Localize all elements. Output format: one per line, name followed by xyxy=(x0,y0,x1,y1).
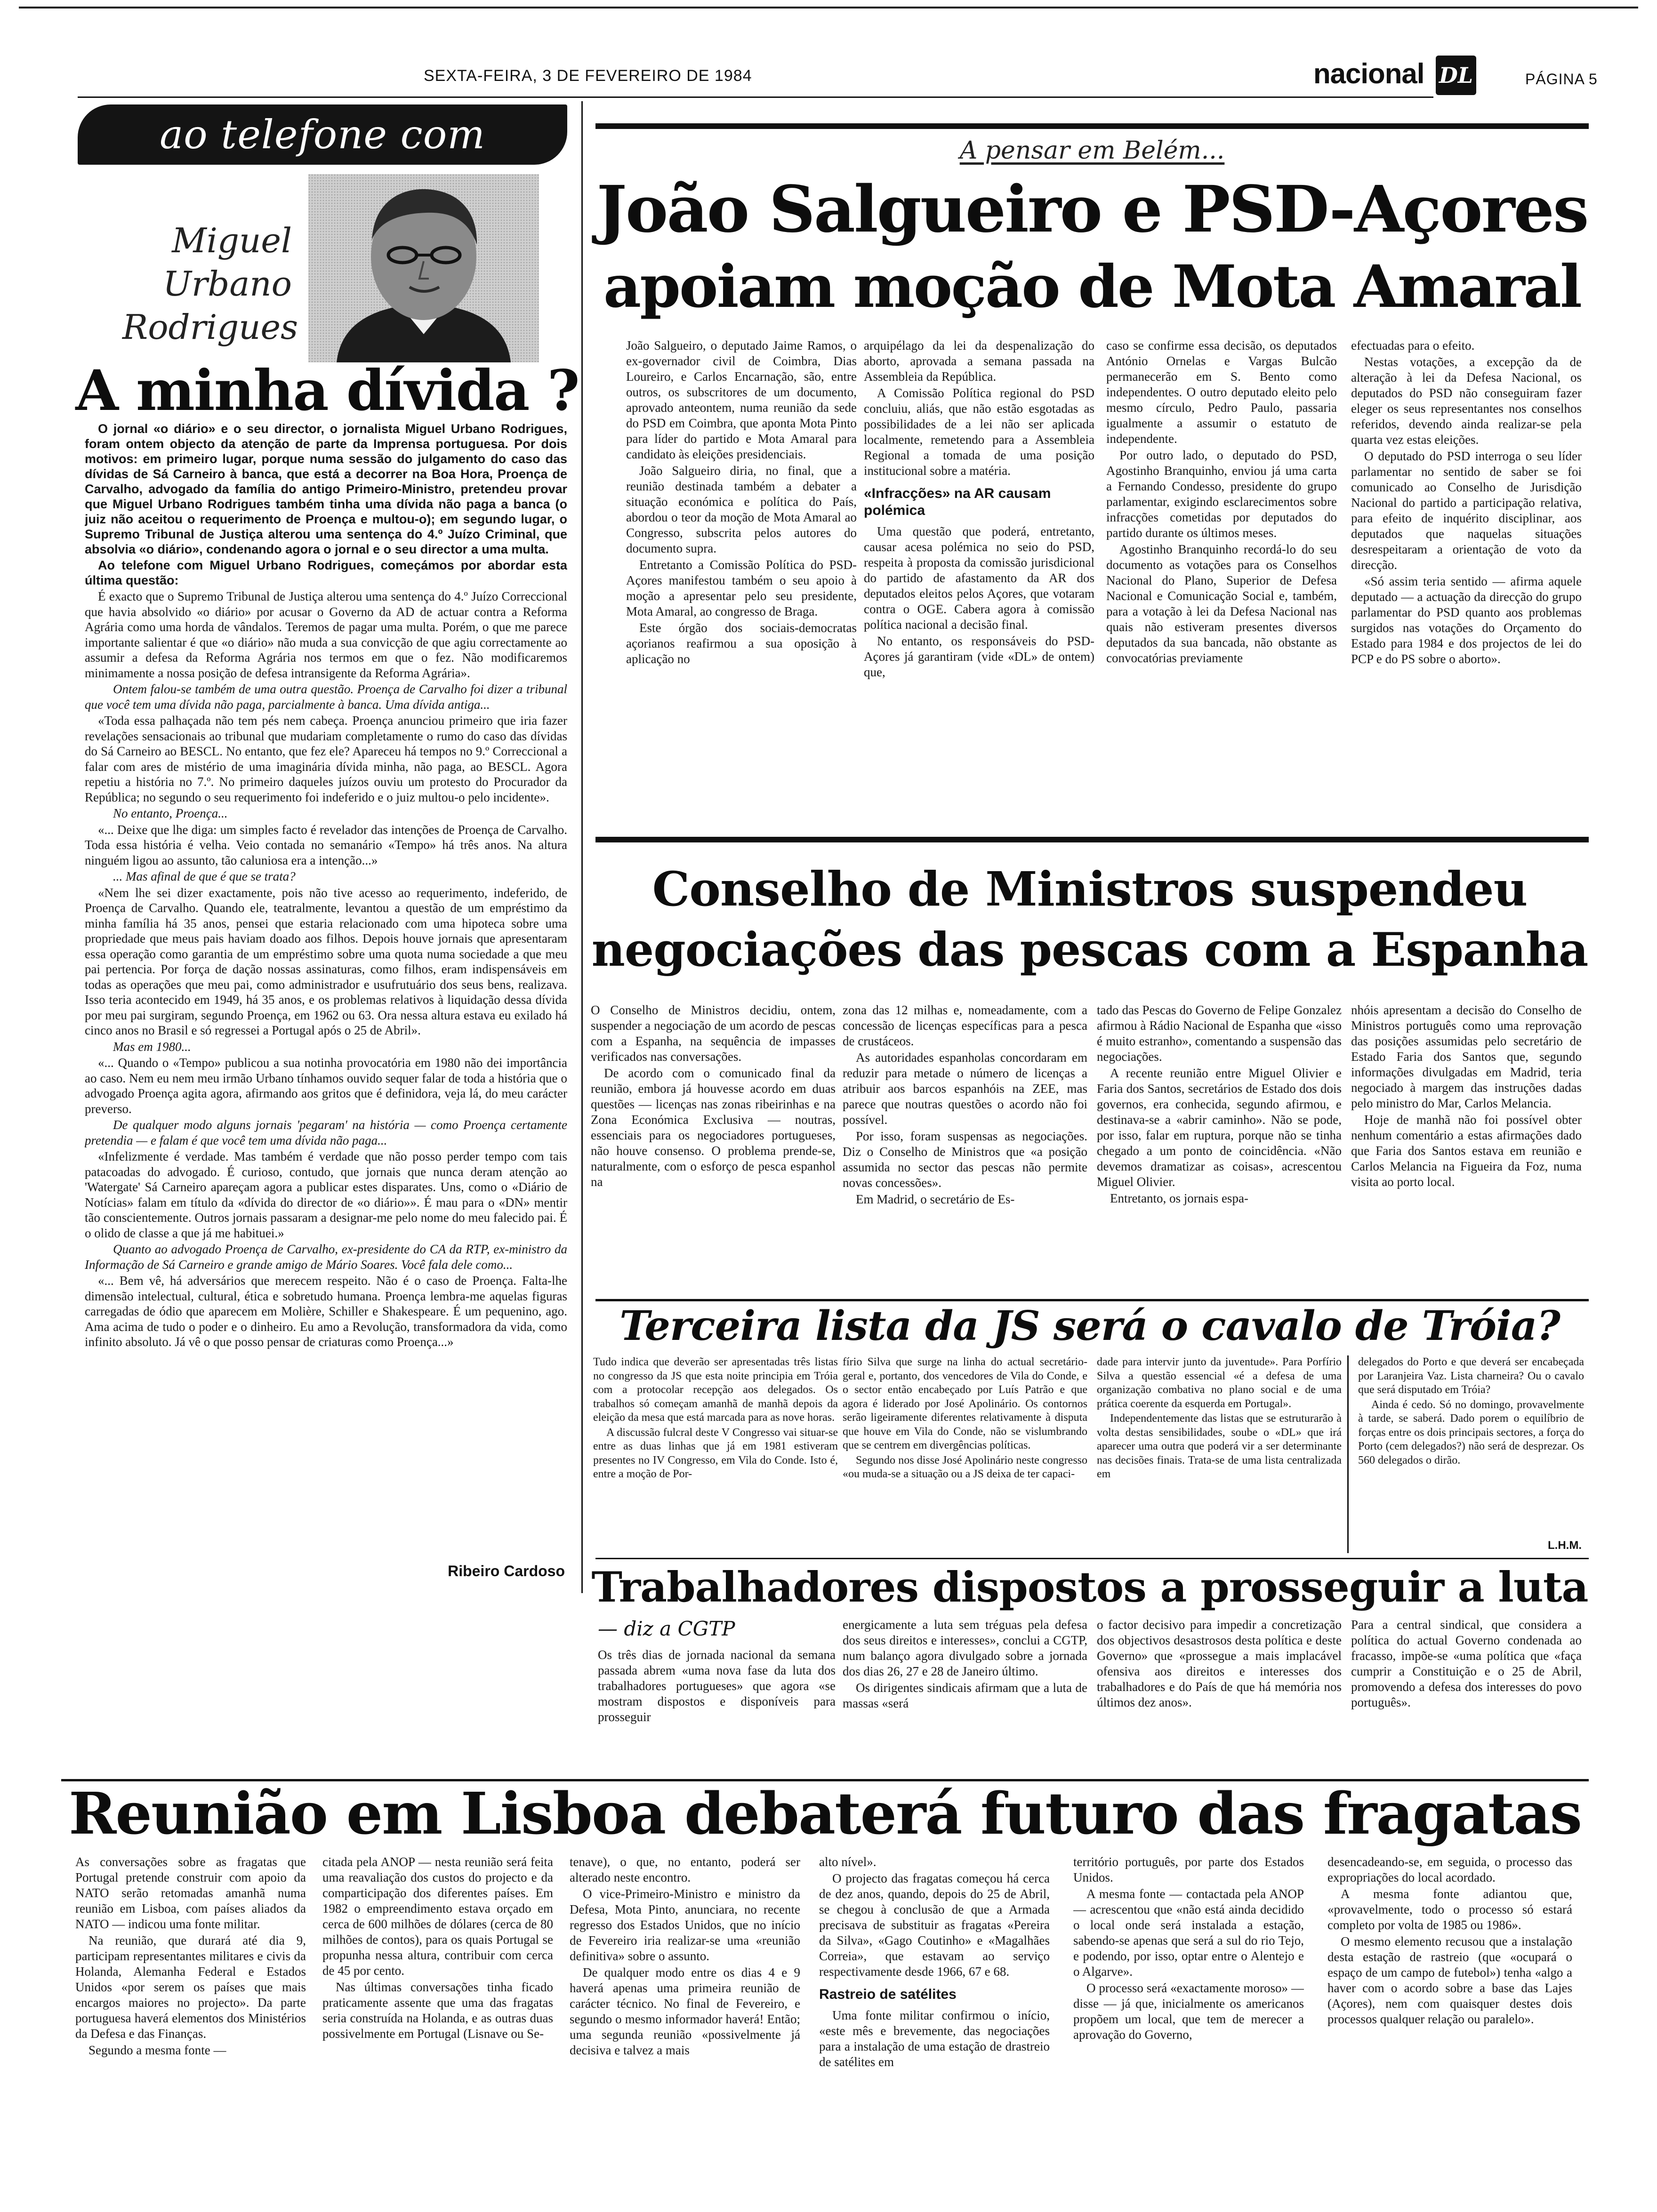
paragraph: O projecto das fragatas começou há cerca de dez anos, quando, depois do 25 de Abril, se chegou à conclusão de que a Armada precisava de substituir as fragatas «Pereira da Silva», «Gago Coutinho» e «Magalhães Correia», que estavam ao serviço respectivamente desde 1966, 67 e 68. xyxy=(819,1871,1050,1979)
paragraph: citada pela ANOP — nesta reunião será feita uma reavaliação dos custos do projecto e da comparticipação dos diferentes países. Em 1982 o empreendimento estava orçado em cerca de 600 milhões de dólares (cerca de 80 milhões de contos), para os quais Portugal se propunha nessa altura, contribuir com cerca de 45 por cento. xyxy=(322,1855,553,1978)
paragraph: delegados do Porto e que deverá ser encabeçada por Laranjeira Vaz. Lista charneira? Ou o cavalo que será disputado em Tróia? xyxy=(1358,1356,1584,1396)
paragraph: O deputado do PSD interroga o seu líder parlamentar no sentido de saber se foi comunicado ao Conselho de Jurisdição Nacional do partido a participação relativa, para efeito de inquérito disciplinar, aos deputados que naquelas situações desrespeitaram a orientação de voto da direcção. xyxy=(1351,449,1582,572)
article5-headline: Reunião em Lisboa debaterá futuro das fragatas xyxy=(68,1779,1582,1847)
paragraph: o factor decisivo para impedir a concretização dos objectivos desastrosos desta política e deste Governo» que «prossegue a mais implacável ofensiva aos direitos e interesses dos trabalhadores e do País de que há memória nos últimos dez anos». xyxy=(1097,1618,1342,1709)
paragraph: Segundo a mesma fonte — xyxy=(88,2043,226,2057)
paragraph: O mesmo elemento recusou que a instalação desta estação de rastreio (que «ocupará o espaço de um campo de futebol») tenha «algo a haver com o acordo sobre a base das Lajes (Açores), nem com quaisquer destes dois processos qualquer relação ou paralelo». xyxy=(1327,1934,1572,2026)
paragraph: Na reunião, que durará até dia 9, participam representantes militares e civis da Holanda, Alemanha Federal e Estados Unidos «por serem os países que mais encargos maiores no projecto». Da parte portuguesa haverá elementos dos Ministérios da Defesa e das Finanças. xyxy=(75,1933,306,2041)
top-rule xyxy=(19,7,1638,8)
interviewee-name xyxy=(122,219,298,349)
paragraph: Os dirigentes sindicais afirmam que a luta de massas «será xyxy=(843,1681,1087,1710)
article4-column-1 xyxy=(598,1647,836,1760)
article2-column-3 xyxy=(1097,1002,1342,1294)
interview-banner xyxy=(78,104,567,165)
paragraph: dade para intervir junto da juventude». Para Porfírio Silva a questão essencial «é a defesa de uma organização combativa no plano social e de uma prática coerente da esquerda em Portugal». xyxy=(1097,1356,1342,1410)
article2-headline-line1: Conselho de Ministros suspendeu xyxy=(652,861,1528,917)
paragraph: O processo será «exactamente moroso» — disse — já que, inicialmente os americanos propõem um local, que tem de merecer a aprovação do Governo, xyxy=(1073,1981,1304,2042)
paragraph: O vice-Primeiro-Ministro e ministro da Defesa, Mota Pinto, anunciara, no recente regresso dos Estados Unidos, que no início de Fevereiro iria realizar-se uma «reunião definitiva» sobre o assunto. xyxy=(570,1887,800,1963)
article3-column-divider xyxy=(1347,1355,1349,1553)
article5-column-6 xyxy=(1327,1854,1572,2203)
paragraph: tenave), o que, no entanto, poderá ser alterado neste encontro. xyxy=(570,1855,800,1884)
paragraph: alto nível». xyxy=(819,1855,877,1869)
interview-answer: «Nem lhe sei dizer exactamente, pois não tive acesso ao requerimento, indeferido, de Proença de Carvalho. Quando ele, teatralmente, levantou a questão de um empréstimo da minha família há 35 anos, pensei que estaria relacionado com uma hipoteca sobre uma propriedade que meus pais haviam doado aos filhos. Depois houve jornais que apresentaram essa operação como garantia de um empréstimo sobre uma quota numa sociedade a que meu pai pertencia. Por força de dação nossas assinaturas, como filhos, eram indispensáveis em todas as operações que meu pai, como administrador e usufrutuário dos seus bens, realizava. Isso teria acontecido em 1949, há 35 anos, e os problemas relativos à liquidação dessa dívida por meu pai surgiram, segundo Proença, em 1962 ou 63. Ora nessa altura estava eu exilado há cinco anos no Brasil e só regressei a Portugal após o 25 de Abril». xyxy=(85,885,567,1037)
interviewee-name-line3: Rodrigues xyxy=(122,307,298,347)
interview-paragraphs xyxy=(85,589,567,1350)
paragraph: Entretanto a Comissão Política do PSD-Açores manifestou também o seu apoio à moção a apresentar pelo seu presidente, Mota Amaral, ao congresso de Braga. xyxy=(626,558,857,618)
issue-date: SEXTA-FEIRA, 3 DE FEVEREIRO DE 1984 xyxy=(424,67,752,85)
interview-answer: «... Deixe que lhe diga: um simples facto é revelador das intenções de Proença de Carvalho. Toda essa história é velha. Veio contada no semanário «Tempo» há três anos. Na altura ninguém ligou ao assunto, tão caluniosa era a intenção...» xyxy=(85,822,567,867)
interview-question: De qualquer modo alguns jornais 'pegaram' na história — como Proença certamente pretendia — e falam é que você tem uma dívida não paga... xyxy=(85,1118,567,1147)
paragraph: energicamente a luta sem tréguas pela defesa dos seus direitos e interesses», conclui a CGTP, num balanço agora divulgado sobre a jornada dos dias 26, 27 e 28 de Janeiro último. xyxy=(843,1618,1087,1678)
article1-column-3 xyxy=(1106,338,1337,827)
section-name: nacional xyxy=(1313,58,1424,89)
paragraph: João Salgueiro, o deputado Jaime Ramos, o ex-governador civil de Coimbra, Dias Loureiro, e Carlos Encarnação, são, entre outros, os subscritores de um documento, aprovado anteontem, numa reunião da sede do PSD em Coimbra, que aponta Mota Pinto para líder do partido e Mota Amaral para candidato às eleições presidenciais. xyxy=(626,338,857,461)
paragraph: efectuadas para o efeito. xyxy=(1351,338,1475,353)
article4-column-3 xyxy=(1097,1617,1342,1763)
interviewee-name-line1: Miguel xyxy=(172,221,292,260)
article5-column-4 xyxy=(819,1854,1050,2203)
interview-answer: É exacto que o Supremo Tribunal de Justiça alterou uma sentença do 4.º Juízo Correccional que havia absolvido «o diário» por acusar o Governo da AD de actuar contra a Reforma Agrária como uma horda de vândalos. Teremos de pagar uma multa. Porém, o que me parece importante salientar é que «o diário» não muda a sua convicção de que agiu correctamente ao assumir a defesa da Reforma Agrária nos termos em que o fez. Não modificaremos minimamente a nossa posição de defesa intransigente da Reforma Agrária». xyxy=(85,589,567,680)
article5-column-2 xyxy=(322,1854,553,2203)
interview-banner-text: ao telefone com xyxy=(160,112,485,158)
interview-question: ... Mas afinal de que é que se trata? xyxy=(113,869,296,883)
interview-answer: «... Quando o «Tempo» publicou a sua notinha provocatória em 1980 não dei importância ao caso. Nem eu nem meu irmão Urbano tínhamos ouvido sequer falar de toda a história que o advogado Proença agita agora, afirmando aos gritos que é definidora, veja lá, do meu carácter preverso. xyxy=(85,1056,567,1116)
article2-headline-line2: negociações das pescas com a Espanha xyxy=(591,923,1588,977)
interview-question: Mas em 1980... xyxy=(113,1039,191,1054)
paragraph: Nestas votações, a excepção da de alteração à lei da Defesa Nacional, os deputados do PSD não conseguiram fazer eleger os seus representantes nos conselhos referidos, devendo ainda realizar-se pela quarta vez estas eleições. xyxy=(1351,355,1582,447)
paragraph: A Comissão Política regional do PSD concluiu, aliás, que não estão esgotadas as possibilidades de a lei não ser aplicada localmente, remetendo para a Assembleia Regional a tomada de uma posição institucional sobre a matéria. xyxy=(864,386,1094,478)
page-number: PÁGINA 5 xyxy=(1525,71,1598,88)
dl-logo xyxy=(1436,56,1476,95)
paragraph: fírio Silva que surge na linha do actual secretário-geral e, portanto, dos vencedores de Vila do Conde, e o sector então encabeçado por Luís Patrão e que agora é liderado por José Apolinário. Os contornos serão ligeiramente diferentes relativamente à disputa que houve em Vila do Conde, não se vislumbrando que se centrem em divergências políticas. xyxy=(843,1356,1087,1451)
article1-headline-line1: João Salgueiro e PSD-Açores xyxy=(596,172,1588,247)
paragraph: desencadeando-se, em seguida, o processo das expropriações do local acordado. xyxy=(1327,1855,1572,1884)
article2-bottom-rule xyxy=(595,1299,1589,1301)
article5-column-1 xyxy=(75,1854,306,2203)
portrait-photo xyxy=(308,174,539,362)
interview-lead: O jornal «o diário» e o seu director, o jornalista Miguel Urbano Rodrigues, foram ontem objecto da atenção de parte da Imprensa portuguesa. Por dois motivos: em primeiro lugar, porque numa sessão do julgamento do caso das dívidas de Sá Carneiro à banca, que está a decorrer na Boa Hora, Proença de Carvalho, advogado da família do antigo Primeiro-Ministro, pretendeu provar que Miguel Urbano Rodrigues também tinha uma dívida não paga a banca (o juiz não aceitou o requerimento de Proença e multou-o); em segundo lugar, o Supremo Tribunal de Justiça alterou uma sentença do 4.º Juízo Criminal, que absolvia «o diário», condenando agora o jornal e o seu director a uma multa. xyxy=(85,422,567,556)
interview-answer: «Infelizmente é verdade. Mas também é verdade que não posso perder tempo com tais patacoadas do advogado. É curioso, contudo, que jornais que nunca deram atenção ao 'Watergate' Sá Carneiro apareçam agora a publicar estes disparates. Uns, como o «Diário de Notícias» falam em título da «dívida do director de «o diário»». É mau para o «DN» mentir tão conscientemente. Outros jornais passaram a designar-me pelo nome do meu falecido pai. É o olido de classe a que já me habituei.» xyxy=(85,1149,567,1240)
paragraph: Tudo indica que deverão ser apresentadas três listas no congresso da JS que esta noite principia em Tróia com a protocolar recepção aos delegados. Os trabalhos só começam amanhã de manhã depois da eleição da mesa que está marcada para as nove horas. xyxy=(593,1356,838,1424)
paragraph: território português, por parte dos Estados Unidos. xyxy=(1073,1855,1304,1884)
paragraph: As autoridades espanholas concordaram em reduzir para metade o número de licenças a atribuir aos barcos espanhóis na ZEE, mas parece que noutras questões o acordo não foi possível. xyxy=(843,1050,1087,1127)
interview-question: Quanto ao advogado Proença de Carvalho, ex-presidente do CA da RTP, ex-ministro da Informação de Sá Carneiro e grande amigo de Mário Soares. Você fala dele como... xyxy=(85,1242,567,1272)
interview-signature: Ribeiro Cardoso xyxy=(448,1563,565,1579)
article1-column-2 xyxy=(864,338,1094,827)
article3-column-1 xyxy=(593,1355,838,1553)
paragraph: nhóis apresentam a decisão do Conselho de Ministros português como uma reprovação das posições assumidas pelo secretário de Estado Faria dos Santos que, segundo informações divulgadas em Madrid, teria negociado à margem das instruções dadas pelo ministro do Mar, Carlos Melancia. xyxy=(1351,1003,1582,1110)
article1-top-rule xyxy=(595,123,1589,129)
article4-headline: Trabalhadores dispostos a prosseguir a luta xyxy=(591,1563,1588,1611)
paragraph: De qualquer modo entre os dias 4 e 9 haverá apenas uma primeira reunião de carácter técnico. No final de Fevereiro, e segundo o mesmo informador haverá! Então; uma segunda reunião «possivelmente já decisiva e talvez a mais xyxy=(570,1965,800,2057)
paragraph: zona das 12 milhas e, nomeadamente, com a concessão de licenças específicas para a pesca de crustáceos. xyxy=(843,1003,1087,1048)
paragraph: A recente reunião entre Miguel Olivier e Faria dos Santos, secretários de Estado dos dois governos, era conhecida, segundo afirmou, e destinava-se a «abrir caminho». Não se pode, por isso, falar em ruptura, porque não se tinha chegado a um ponto de coincidência. «Não devemos dramatizar as coisas», acrescentou Miguel Olivier. xyxy=(1097,1066,1342,1189)
interview-answer: «Toda essa palhaçada não tem pés nem cabeça. Proença anunciou primeiro que iria fazer revelações sensacionais ao tribunal que mudariam completamente o rumo do caso das dívidas do Sá Carneiro ao BESCL. No entanto, que fez ele? Apareceu há tempos no 9.º Correccional a falar com ares de mistério de uma imaginária dívida minha, não paga, ao BESCL. Agora repetiu a história no 7.º. No primeiro daqueles juízos ouviu um protesto do Procurador da República; no segundo o seu requerimento foi indeferido e o juiz multou-o pelo incidente». xyxy=(85,713,567,804)
article4-kicker: — diz a CGTP xyxy=(598,1617,735,1640)
paragraph: Segundo nos disse José Apolinário neste congresso «ou muda-se a situação ou a JS deixa de ter capaci- xyxy=(843,1454,1087,1480)
paragraph: Os três dias de jornada nacional da semana passada abrem «uma nova fase da luta dos trabalhadores portugueses» que agora «se mostram dispostos e disponíveis para prosseguir xyxy=(598,1648,836,1724)
paragraph: Em Madrid, o secretário de Es- xyxy=(856,1192,1015,1206)
paragraph: No entanto, os responsáveis do PSD-Açores já garantiram (vide «DL» de ontem) que, xyxy=(864,634,1094,679)
article2-column-2 xyxy=(843,1002,1087,1294)
paragraph: Agostinho Branquinho recordá-lo do seu documento as votações para os Conselhos Nacional do Plano, Superior de Defesa Nacional e Comunicação Social e, também, para a votação à lei da Defesa Nacional nas quais não estiveram presentes diversos deputados da sua bancada, não obstante as convocatórias previamente xyxy=(1106,542,1337,665)
article3-column-4 xyxy=(1358,1355,1584,1525)
article1-bottom-rule xyxy=(595,837,1589,842)
interview-body xyxy=(85,421,567,1555)
paragraph: A mesma fonte — contactada pela ANOP — acrescentou que «não está ainda decidido o local onde será instalada a estação, sabendo-se apenas que será a sul do rio Tejo, e podendo, por isso, optar entre o Alentejo e o Algarve». xyxy=(1073,1887,1304,1979)
article3-headline: Terceira lista da JS será o cavalo de Tróia? xyxy=(619,1302,1560,1350)
article3-column-3 xyxy=(1097,1355,1342,1553)
paragraph: A discussão fulcral deste V Congresso vai situar-se entre as duas linhas que já em 1981 estiveram presentes no IV Congresso, em Vila do Conde. Isto é, entre a moção de Por- xyxy=(593,1426,838,1480)
interview-headline: A minha dívida ? xyxy=(75,358,579,423)
paragraph: O Conselho de Ministros decidiu, ontem, suspender a negociação de um acordo de pescas com a Espanha, na sequência de impasses verificados nas conversações. xyxy=(591,1003,836,1064)
article2-column-1 xyxy=(591,1002,836,1294)
interview-answer: «... Bem vê, há adversários que merecem respeito. Não é o caso de Proença. Falta-lhe dimensão intelectual, cultural, ética e sobretudo humana. Proença lembra-me aquelas figuras carregadas de ódio que aparecem em Molière, Schiller e Shakespeare. É um pequenino, ago. Ama acima de tudo o poder e o dinheiro. Eu amo a Revolução, transformadora da vida, como infinito absoluto. Já vê o que posso pensar de criaturas como Proença...» xyxy=(85,1274,567,1349)
article4-column-4 xyxy=(1351,1617,1582,1763)
article4-column-2 xyxy=(843,1617,1087,1763)
paragraph: Por outro lado, o deputado do PSD, Agostinho Branquinho, enviou já uma carta a Fernando Condesso, presidente do grupo parlamentar, exigindo esclarecimentos sobre infracções cometidas por deputados do partido durante os últimos meses. xyxy=(1106,448,1337,540)
article3-signature: L.H.M. xyxy=(1548,1539,1582,1552)
article1-kicker: A pensar em Belém... xyxy=(959,136,1225,165)
paragraph: Entretanto, os jornais espa- xyxy=(1110,1191,1248,1205)
paragraph: Uma fonte militar confirmou o início, «este mês e brevemente, das negociações para a instalação de uma estação de drastreio de satélites em xyxy=(819,2008,1050,2069)
paragraph: Por isso, foram suspensas as negociações. Diz o Conselho de Ministros que «a posição assumida no sector das pescas não permite novas concessões». xyxy=(843,1129,1087,1190)
subheading: «Infracções» na AR causam polémica xyxy=(864,486,1051,518)
subheading: Rastreio de satélites xyxy=(819,1987,957,2002)
article1-column-4 xyxy=(1351,338,1582,827)
article3-column-2 xyxy=(843,1355,1087,1553)
paragraph: caso se confirme essa decisão, os deputados António Ornelas e Vargas Bulcão permanecerão em S. Bento como independentes. O outro deputado eleito pelo mesmo círculo, Pedro Paulo, passaria igualmente a assumir o estatuto de independente. xyxy=(1106,338,1337,446)
paragraph: Nas últimas conversações tinha ficado praticamente assente que uma das fragatas seria construída na Holanda, e as outras duas possivelmente em Portugal (Lisnave ou Se- xyxy=(322,1980,553,2041)
paragraph: Independentemente das listas que se estruturarão à volta destas sensibilidades, soube o «DL» que irá aparecer uma outra que poderá vir a ser determinante nas decisões finais. Trata-se de uma lista centralizada em xyxy=(1097,1412,1342,1480)
paragraph: Ainda é cedo. Só no domingo, provavelmente à tarde, se saberá. Dado porem o equilíbrio de forças entre os dois principais sectores, a força do Porto (cem delegados?) não será de desprezar. Os 560 delegados o dirão. xyxy=(1358,1398,1584,1467)
paragraph: Para a central sindical, que considera a política do actual Governo condenada ao fracasso, impõe-se «uma política que «faça cumprir a Constituição e o 25 de Abril, promovendo a defesa dos interesses do povo português». xyxy=(1351,1618,1582,1709)
paragraph: Este órgão dos sociais-democratas açorianos reafirmou a sua oposição à aplicação no xyxy=(626,621,857,666)
interview-question: Ontem falou-se também de uma outra questão. Proença de Carvalho foi dizer a tribunal que você tem uma dívida não paga, parcialmente à banca. Uma dívida antiga... xyxy=(85,682,567,712)
paragraph: João Salgueiro diria, no final, que a reunião destinada também a debater a situação económica e política do País, abordou o teor da moção de Mota Amaral ao Congresso, subscrita pelos autores do documento supra. xyxy=(626,464,857,555)
paragraph: tado das Pescas do Governo de Felipe Gonzalez afirmou à Rádio Nacional de Espanha que «isso é muito estranho», comentando a suspensão das negociações. xyxy=(1097,1003,1342,1064)
paragraph: arquipélago da lei da despenalização do aborto, aprovada a semana passada na Assembleia da República. xyxy=(864,338,1094,384)
paragraph: A mesma fonte adiantou que, «provavelmente, todo o processo só estará completo por volta de 1985 ou 1986». xyxy=(1327,1887,1572,1932)
article5-column-3 xyxy=(570,1854,800,2203)
article1-headline-line2: apoiam moção de Mota Amaral xyxy=(603,253,1581,321)
paragraph: As conversações sobre as fragatas que Portugal pretende construir com apoio da NATO serão retomadas amanhã numa reunião em Lisboa, com países aliados da NATO — indicou uma fonte militar. xyxy=(75,1855,306,1931)
interview-lead-question: Ao telefone com Miguel Urbano Rodrigues, começámos por abordar esta última questão: xyxy=(85,558,567,587)
column-divider xyxy=(581,101,583,1593)
paragraph: Hoje de manhã não foi possível obter nenhum comentário a estas afirmações dado que Faria dos Santos estava em reunião e Carlos Melancia na Figueira da Foz, numa visita ao porto local. xyxy=(1351,1113,1582,1189)
paragraph: Uma questão que poderá, entretanto, causar acesa polémica no seio do PSD, respeita à proposta da comissão jurisdicional do partido de afastamento da AR dos deputados eleitos pelos Açores, que votaram contra o OGE. Cabera agora à comissão política nacional a decisão final. xyxy=(864,524,1094,632)
article1-column-1 xyxy=(626,338,857,827)
dl-logo-text: DL xyxy=(1439,63,1473,88)
interview-question: No entanto, Proença... xyxy=(113,806,228,820)
masthead-rule xyxy=(78,96,1433,98)
paragraph: De acordo com o comunicado final da reunião, embora já houvesse acordo em duas questões — licenças nas zonas ribeirinhas e na Zona Económica Exclusiva — noutras, essenciais para os negociadores portugueses, não houve consenso. O problema prende-se, naturalmente, com o esforço de pesca espanhol na xyxy=(591,1066,836,1189)
article5-column-5 xyxy=(1073,1854,1304,2203)
article3-bottom-rule xyxy=(595,1558,1589,1559)
paragraph: «Só assim teria sentido — afirma aquele deputado — a actuação da direcção do grupo parlamentar do PSD quanto aos problemas surgidos nas votações do Orçamento do Estado para 1984 e dos projectos de lei do PCP e do PS sobre o aborto». xyxy=(1351,574,1582,666)
article2-column-4 xyxy=(1351,1002,1582,1294)
interviewee-name-line2: Urbano xyxy=(163,264,292,304)
